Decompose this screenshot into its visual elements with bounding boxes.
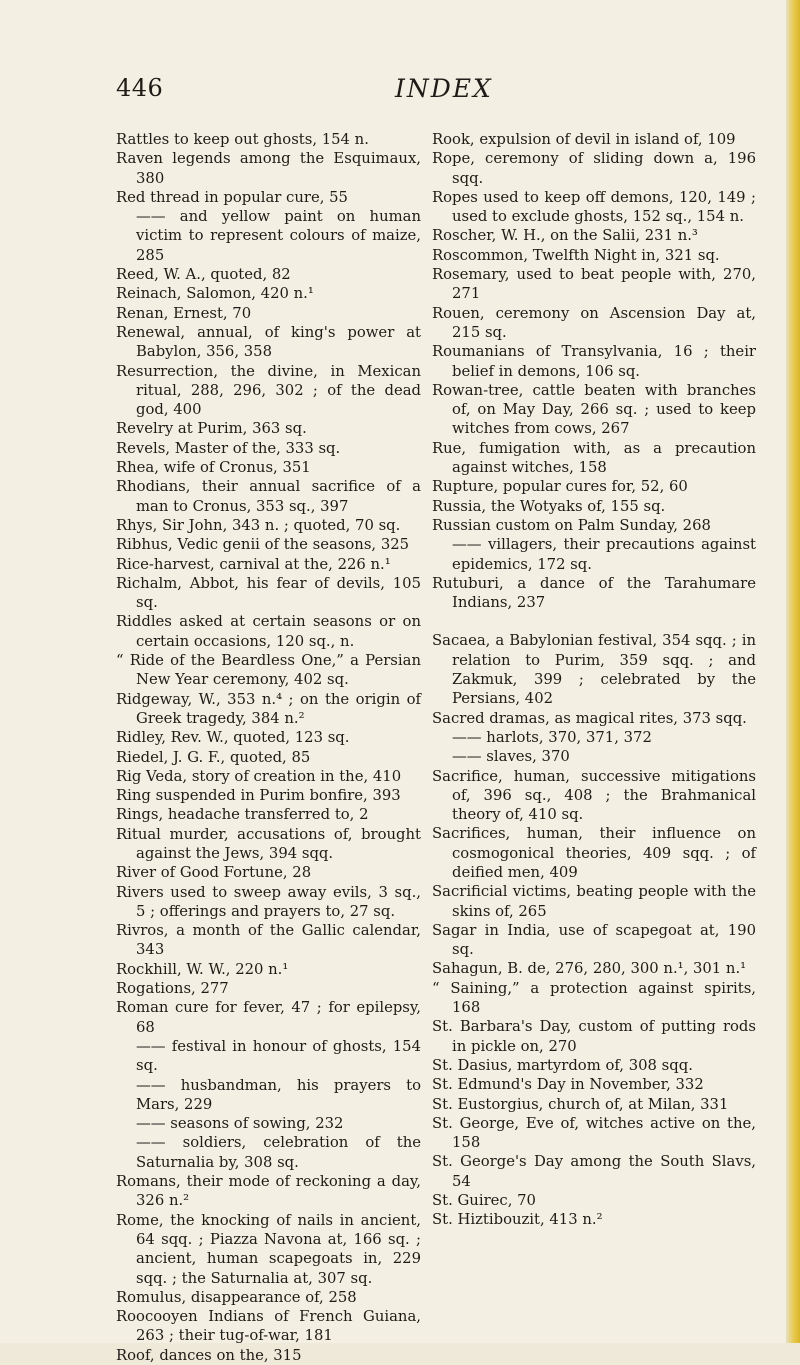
index-entry: Sacrificial victims, beating people with the skins of, 265 — [432, 883, 756, 920]
index-entry: Rhodians, their annual sacrifice of a man to Cronus, 353 sq., 397 — [116, 478, 421, 515]
index-entry: Rogations, 277 — [116, 980, 229, 998]
page-edge — [786, 0, 800, 1343]
index-subentry: —— slaves, 370 — [452, 748, 570, 766]
index-entry: Rivers used to sweep away evils, 3 sq., 5 ; offerings and prayers to, 27 sq. — [116, 883, 421, 920]
index-entry: Ribhus, Vedic genii of the seasons, 325 — [116, 536, 410, 554]
index-entry: Sacrifices, human, their influence on cosmogonical theories, 409 sqq. ; of deified men, 409 — [432, 825, 756, 881]
index-column-left — [116, 130, 421, 1365]
index-entry: Sacrifice, human, successive mitigations of, 396 sq., 408 ; the Brahmanical theory of, 410 sq. — [432, 767, 756, 824]
index-entry: Rowan-tree, cattle beaten with branches of, on May Day, 266 sq. ; used to keep witches from cows, 267 — [432, 381, 756, 438]
running-head-title: INDEX — [395, 74, 493, 103]
index-entry: Roscommon, Twelfth Night in, 321 sq. — [432, 246, 720, 264]
index-entry: Red thread in popular cure, 55 — [116, 188, 348, 206]
index-entry: Rhys, Sir John, 343 n. ; quoted, 70 sq. — [116, 516, 401, 534]
index-entry: Roumanians of Transylvania, 16 ; their belief in demons, 106 sq. — [432, 343, 756, 380]
index-entry: Rope, ceremony of sliding down a, 196 sqq. — [432, 150, 756, 187]
index-entry: Rivros, a month of the Gallic calendar, 343 — [116, 922, 421, 959]
index-entry: St. Edmund's Day in November, 332 — [432, 1076, 704, 1094]
index-entry: Revels, Master of the, 333 sq. — [116, 439, 341, 457]
index-entry: Roscher, W. H., on the Salii, 231 n.³ — [432, 227, 698, 245]
index-entry: Rue, fumigation with, as a precaution against witches, 158 — [432, 439, 756, 477]
index-entry: Roocooyen Indians of French Guiana, 263 ; their tug-of-war, 181 — [116, 1308, 421, 1345]
index-entry: Sacaea, a Babylonian festival, 354 sqq. ; in relation to Purim, 359 sqq. ; and Zakmuk, 399 ; celebrated by the Persians, 402 — [432, 632, 756, 708]
index-entry: Rouen, ceremony on Ascension Day at, 215 sq. — [432, 304, 756, 341]
index-entry: Ritual murder, accusations of, brought against the Jews, 394 sqq. — [116, 825, 421, 862]
index-entry: Ridley, Rev. W., quoted, 123 sq. — [116, 729, 350, 747]
index-entry: Rome, the knocking of nails in ancient, 64 sqq. ; Piazza Navona at, 166 sq. ; ancient, human scapegoats in, 229 sqq. ; the Saturnalia at, 307 sq. — [116, 1211, 421, 1287]
index-entry: Sahagun, B. de, 276, 280, 300 n.¹, 301 n.¹ — [432, 960, 747, 978]
index-entry: Raven legends among the Esquimaux, 380 — [116, 150, 421, 187]
index-entry: Rhea, wife of Cronus, 351 — [116, 459, 311, 477]
index-entry: Renan, Ernest, 70 — [116, 304, 252, 322]
index-entry: St. George's Day among the South Slavs, 54 — [432, 1153, 756, 1190]
index-entry: Roman cure for fever, 47 ; for epilepsy, 68 — [116, 999, 421, 1036]
index-subentry: —— husbandman, his prayers to Mars, 229 — [136, 1076, 421, 1113]
index-entry: St. Hiztibouzit, 413 n.² — [432, 1211, 603, 1229]
index-entry: Reinach, Salomon, 420 n.¹ — [116, 285, 314, 303]
index-entry: St. George, Eve of, witches active on the, 158 — [432, 1114, 756, 1152]
index-entry: Rig Veda, story of creation in the, 410 — [116, 767, 402, 785]
index-entry: Richalm, Abbot, his fear of devils, 105 sq. — [116, 574, 421, 612]
index-entry: Rockhill, W. W., 220 n.¹ — [116, 960, 289, 978]
index-subentry: —— and yellow paint on human victim to represent colours of maize, 285 — [136, 208, 421, 264]
index-entry: Renewal, annual, of king's power at Babylon, 356, 358 — [116, 323, 421, 361]
page-header — [0, 74, 790, 114]
index-entry: “ Saining,” a protection against spirits, 168 — [432, 979, 756, 1017]
index-entry: Rupture, popular cures for, 52, 60 — [432, 478, 688, 496]
index-entry: Russia, the Wotyaks of, 155 sq. — [432, 497, 666, 515]
index-entry: Reed, W. A., quoted, 82 — [116, 266, 291, 284]
index-entry: Riedel, J. G. F., quoted, 85 — [116, 748, 311, 766]
index-subentry: —— villagers, their precautions against epidemics, 172 sq. — [452, 536, 756, 573]
index-column-right — [432, 130, 756, 1230]
index-entry: St. Guirec, 70 — [432, 1192, 536, 1210]
index-entry: Rattles to keep out ghosts, 154 n. — [116, 131, 369, 148]
index-entry: Russian custom on Palm Sunday, 268 — [432, 516, 711, 534]
index-entry: St. Dasius, martyrdom of, 308 sqq. — [432, 1056, 693, 1074]
index-entry: Rutuburi, a dance of the Tarahumare Indians, 237 — [432, 574, 756, 612]
index-subentry: —— harlots, 370, 371, 372 — [452, 728, 652, 746]
index-entry: Ring suspended in Purim bonfire, 393 — [116, 787, 401, 805]
index-entry: Rook, expulsion of devil in island of, 109 — [432, 131, 736, 148]
index-entry: Riddles asked at certain seasons or on certain occasions, 120 sq., n. — [116, 613, 421, 650]
index-entry: Rosemary, used to beat people with, 270, 271 — [432, 266, 756, 303]
index-entry: Roof, dances on the, 315 — [116, 1346, 302, 1364]
index-subentry: —— soldiers, celebration of the Saturnalia by, 308 sq. — [136, 1134, 421, 1171]
index-entry: St. Eustorgius, church of, at Milan, 331 — [432, 1095, 729, 1113]
index-entry: Resurrection, the divine, in Mexican ritual, 288, 296, 302 ; of the dead god, 400 — [116, 362, 421, 419]
index-entry: Revelry at Purim, 363 sq. — [116, 420, 307, 438]
index-entry: St. Barbara's Day, custom of putting rods in pickle on, 270 — [432, 1018, 756, 1055]
index-entry: Sacred dramas, as magical rites, 373 sqq. — [432, 709, 747, 727]
index-subentry: —— seasons of sowing, 232 — [136, 1115, 344, 1133]
index-subentry: —— festival in honour of ghosts, 154 sq. — [136, 1037, 421, 1075]
index-entry: Sagar in India, use of scapegoat at, 190 sq. — [432, 921, 756, 959]
page-number: 446 — [116, 74, 164, 102]
index-entry: Ropes used to keep off demons, 120, 149 ; used to exclude ghosts, 152 sq., 154 n. — [432, 188, 756, 226]
index-entry: Rings, headache transferred to, 2 — [116, 806, 369, 824]
index-entry: Rice-harvest, carnival at the, 226 n.¹ — [116, 555, 391, 573]
index-entry: Romulus, disappearance of, 258 — [116, 1288, 357, 1306]
index-entry: River of Good Fortune, 28 — [116, 864, 312, 882]
index-entry: “ Ride of the Beardless One,” a Persian New Year ceremony, 402 sq. — [116, 652, 421, 689]
index-entry: Romans, their mode of reckoning a day, 326 n.² — [116, 1173, 421, 1210]
index-entry: Ridgeway, W., 353 n.⁴ ; on the origin of Greek tragedy, 384 n.² — [116, 690, 421, 727]
